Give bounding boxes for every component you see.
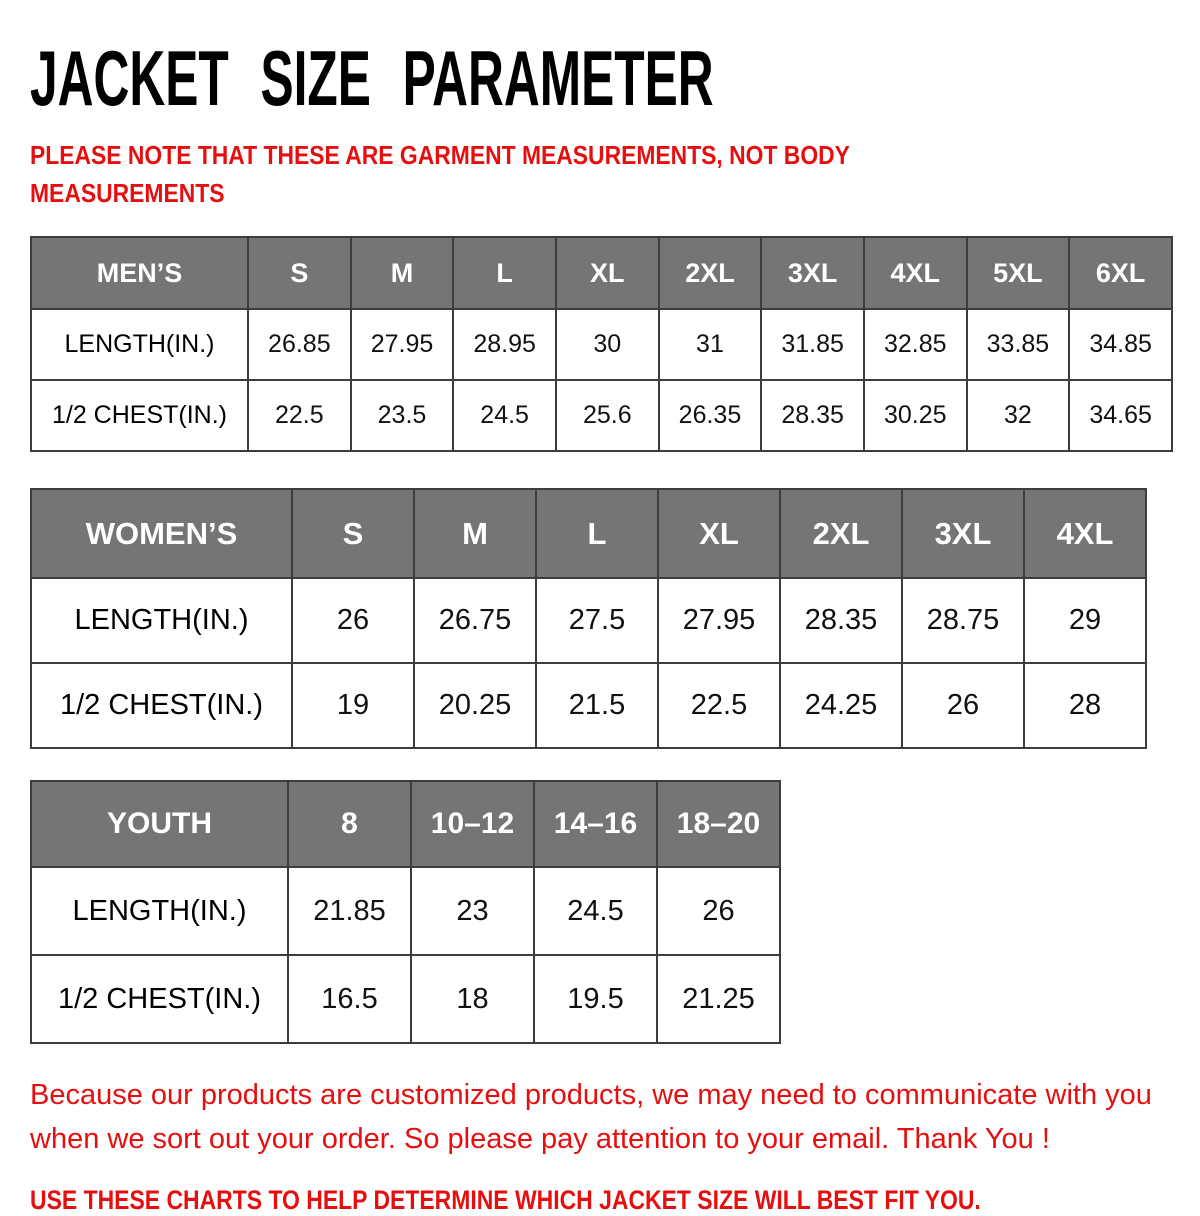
value-cell: 31.85 xyxy=(761,309,864,380)
table-row xyxy=(31,955,780,1043)
size-header-cell: 6XL xyxy=(1069,237,1172,309)
table-row xyxy=(31,380,1172,451)
header-row xyxy=(31,489,1146,578)
size-header-cell: L xyxy=(453,237,556,309)
customization-notice-line-2: when we sort out your order. So please pay attention to your email. Thank You ! xyxy=(30,1122,1050,1155)
value-cell: 23 xyxy=(411,867,534,955)
row-label-cell: LENGTH(IN.) xyxy=(31,578,292,663)
womens-size-table xyxy=(30,488,1147,749)
value-cell: 29 xyxy=(1024,578,1146,663)
table-row xyxy=(31,663,1146,748)
value-cell: 24.5 xyxy=(534,867,657,955)
value-cell: 27.95 xyxy=(351,309,454,380)
value-cell: 22.5 xyxy=(248,380,351,451)
value-cell: 24.25 xyxy=(780,663,902,748)
value-cell: 21.25 xyxy=(657,955,780,1043)
size-header-cell: 4XL xyxy=(1024,489,1146,578)
table-row xyxy=(31,867,780,955)
value-cell: 26.35 xyxy=(659,380,762,451)
value-cell: 26.75 xyxy=(414,578,536,663)
value-cell: 22.5 xyxy=(658,663,780,748)
youth-size-table xyxy=(30,780,781,1044)
size-header-cell: 8 xyxy=(288,781,411,867)
page-title xyxy=(30,36,1175,123)
value-cell: 19 xyxy=(292,663,414,748)
customization-notice-line-1: Because our products are customized products, we may need to communicate with you xyxy=(30,1079,1152,1112)
size-header-cell: 10–12 xyxy=(411,781,534,867)
row-label-cell: 1/2 CHEST(IN.) xyxy=(31,380,248,451)
value-cell: 34.65 xyxy=(1069,380,1172,451)
value-cell: 28.35 xyxy=(761,380,864,451)
size-header-cell: 18–20 xyxy=(657,781,780,867)
value-cell: 18 xyxy=(411,955,534,1043)
size-header-cell: 2XL xyxy=(659,237,762,309)
size-header-cell: 2XL xyxy=(780,489,902,578)
value-cell: 27.95 xyxy=(658,578,780,663)
note-line-2: MEASUREMENTS xyxy=(30,177,225,208)
value-cell: 30.25 xyxy=(864,380,967,451)
size-header-cell: 5XL xyxy=(967,237,1070,309)
value-cell: 32.85 xyxy=(864,309,967,380)
chart-usage-note xyxy=(30,1185,1175,1216)
row-label-cell: 1/2 CHEST(IN.) xyxy=(31,955,288,1043)
value-cell: 24.5 xyxy=(453,380,556,451)
size-header-cell: XL xyxy=(658,489,780,578)
row-label-cell: 1/2 CHEST(IN.) xyxy=(31,663,292,748)
value-cell: 23.5 xyxy=(351,380,454,451)
value-cell: 26 xyxy=(902,663,1024,748)
header-row xyxy=(31,781,780,867)
table-row xyxy=(31,309,1172,380)
mens-size-table xyxy=(30,236,1173,452)
value-cell: 28 xyxy=(1024,663,1146,748)
value-cell: 34.85 xyxy=(1069,309,1172,380)
value-cell: 30 xyxy=(556,309,659,380)
value-cell: 26.85 xyxy=(248,309,351,380)
size-header-cell: XL xyxy=(556,237,659,309)
value-cell: 27.5 xyxy=(536,578,658,663)
garment-measurements-note xyxy=(30,137,1175,212)
size-header-cell: L xyxy=(536,489,658,578)
size-header-cell: 4XL xyxy=(864,237,967,309)
size-header-cell: S xyxy=(248,237,351,309)
value-cell: 28.75 xyxy=(902,578,1024,663)
value-cell: 26 xyxy=(292,578,414,663)
value-cell: 19.5 xyxy=(534,955,657,1043)
size-header-cell: M xyxy=(351,237,454,309)
table-title-cell: WOMEN’S xyxy=(31,489,292,578)
value-cell: 33.85 xyxy=(967,309,1070,380)
size-header-cell: M xyxy=(414,489,536,578)
customization-notice xyxy=(30,1074,1175,1161)
value-cell: 26 xyxy=(657,867,780,955)
value-cell: 25.6 xyxy=(556,380,659,451)
row-label-cell: LENGTH(IN.) xyxy=(31,309,248,380)
table-title-cell: YOUTH xyxy=(31,781,288,867)
value-cell: 21.85 xyxy=(288,867,411,955)
size-header-cell: 14–16 xyxy=(534,781,657,867)
row-label-cell: LENGTH(IN.) xyxy=(31,867,288,955)
header-row xyxy=(31,237,1172,309)
table-row xyxy=(31,578,1146,663)
size-header-cell: S xyxy=(292,489,414,578)
size-header-cell: 3XL xyxy=(902,489,1024,578)
value-cell: 32 xyxy=(967,380,1070,451)
value-cell: 20.25 xyxy=(414,663,536,748)
table-title-cell: MEN’S xyxy=(31,237,248,309)
size-header-cell: 3XL xyxy=(761,237,864,309)
page-title-text: JACKET SIZE PARAMETER xyxy=(30,36,714,123)
value-cell: 16.5 xyxy=(288,955,411,1043)
value-cell: 21.5 xyxy=(536,663,658,748)
note-line-1: PLEASE NOTE THAT THESE ARE GARMENT MEASUREMENTS, NOT BODY xyxy=(30,139,850,170)
value-cell: 28.35 xyxy=(780,578,902,663)
value-cell: 28.95 xyxy=(453,309,556,380)
value-cell: 31 xyxy=(659,309,762,380)
chart-usage-note-text: USE THESE CHARTS TO HELP DETERMINE WHICH JACKET SIZE WILL BEST FIT YOU. xyxy=(30,1185,981,1216)
